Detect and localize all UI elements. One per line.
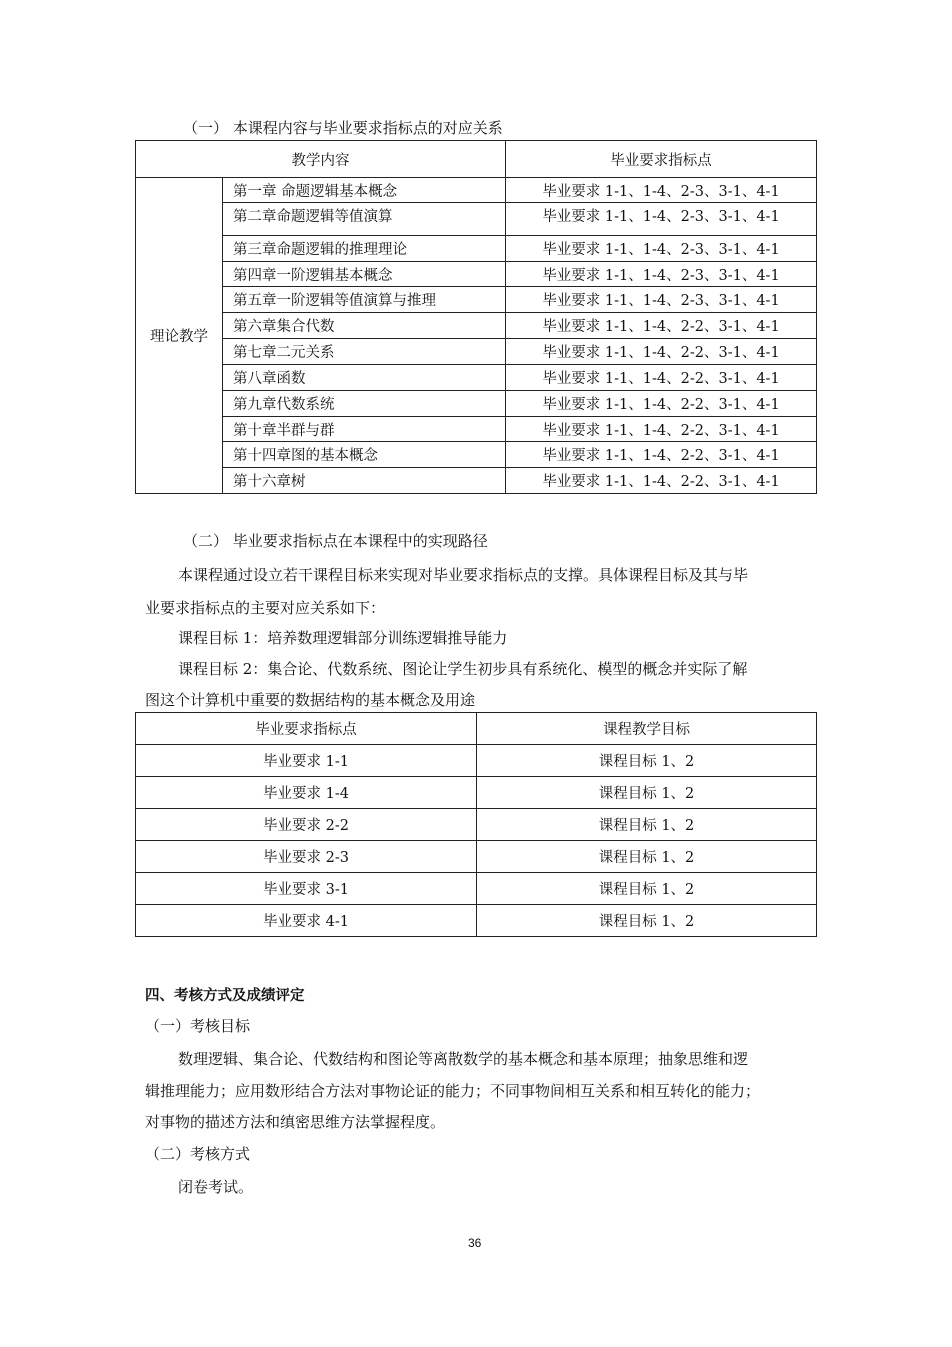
indicator-cell: 毕业要求 1-1、1-4、2-2、3-1、4-1 <box>506 339 817 365</box>
section4-heading: 四、考核方式及成绩评定 <box>145 988 305 1004</box>
indicator-cell: 毕业要求 3-1 <box>136 873 477 905</box>
table-header-row <box>136 141 817 178</box>
indicator-cell: 毕业要求 1-1、1-4、2-3、3-1、4-1 <box>506 287 817 313</box>
goal-cell: 课程目标 1、2 <box>477 905 817 937</box>
header-indicator: 毕业要求指标点 <box>136 713 477 745</box>
assessment-method-heading: （二）考核方式 <box>145 1145 251 1163</box>
indicator-goal-table <box>135 712 817 937</box>
table-row <box>136 777 817 809</box>
chapter-cell: 第八章函数 <box>223 365 506 391</box>
goal-cell: 课程目标 1、2 <box>477 777 817 809</box>
indicator-cell: 毕业要求 1-1、1-4、2-3、3-1、4-1 <box>506 203 817 236</box>
section2-paragraph-line1: 本课程通过设立若干课程目标来实现对毕业要求指标点的支撑。具体课程目标及其与毕 <box>178 566 749 584</box>
section2-heading: （二） 毕业要求指标点在本课程中的实现路径 <box>183 532 488 550</box>
header-teaching-goal: 课程教学目标 <box>477 713 817 745</box>
table-row <box>136 841 817 873</box>
course-goal-2-line1: 课程目标 2：集合论、代数系统、图论让学生初步具有系统化、模型的概念并实际了解 <box>178 660 748 678</box>
table-row <box>136 442 817 468</box>
table-row <box>136 236 817 262</box>
table-row <box>136 391 817 417</box>
page-number: 36 <box>468 1236 482 1250</box>
section2-paragraph-line2: 业要求指标点的主要对应关系如下： <box>145 599 386 617</box>
table-row <box>136 262 817 287</box>
goal-cell: 课程目标 1、2 <box>477 841 817 873</box>
curriculum-indicator-table <box>135 140 817 494</box>
indicator-cell: 毕业要求 2-2 <box>136 809 477 841</box>
table-row <box>136 745 817 777</box>
table-header-row <box>136 713 817 745</box>
indicator-cell: 毕业要求 1-1、1-4、2-2、3-1、4-1 <box>506 391 817 417</box>
chapter-cell: 第四章一阶逻辑基本概念 <box>223 262 506 287</box>
goal-cell: 课程目标 1、2 <box>477 809 817 841</box>
indicator-cell: 毕业要求 1-1、1-4、2-2、3-1、4-1 <box>506 365 817 391</box>
table-row <box>136 468 817 494</box>
table-row <box>136 873 817 905</box>
indicator-cell: 毕业要求 4-1 <box>136 905 477 937</box>
indicator-cell: 毕业要求 1-4 <box>136 777 477 809</box>
chapter-cell: 第六章集合代数 <box>223 313 506 339</box>
assessment-goal-line3: 对事物的描述方法和缜密思维方法掌握程度。 <box>145 1113 446 1131</box>
chapter-cell: 第十六章树 <box>223 468 506 494</box>
table-row <box>136 417 817 442</box>
header-indicator: 毕业要求指标点 <box>506 141 817 178</box>
indicator-cell: 毕业要求 1-1、1-4、2-3、3-1、4-1 <box>506 236 817 262</box>
table-row <box>136 313 817 339</box>
chapter-cell: 第五章一阶逻辑等值演算与推理 <box>223 287 506 313</box>
chapter-cell: 第七章二元关系 <box>223 339 506 365</box>
indicator-cell: 毕业要求 2-3 <box>136 841 477 873</box>
indicator-cell: 毕业要求 1-1、1-4、2-2、3-1、4-1 <box>506 468 817 494</box>
course-goal-2-line2: 图这个计算机中重要的数据结构的基本概念及用途 <box>145 691 476 709</box>
table-row <box>136 905 817 937</box>
table-row <box>136 287 817 313</box>
table-row <box>136 339 817 365</box>
chapter-cell: 第九章代数系统 <box>223 391 506 417</box>
assessment-method-text: 闭卷考试。 <box>178 1178 254 1196</box>
section1-heading: （一） 本课程内容与毕业要求指标点的对应关系 <box>183 119 503 137</box>
table-row <box>136 203 817 236</box>
table-row <box>136 809 817 841</box>
table-row <box>136 365 817 391</box>
goal-cell: 课程目标 1、2 <box>477 873 817 905</box>
header-teaching-content: 教学内容 <box>136 141 506 178</box>
indicator-cell: 毕业要求 1-1、1-4、2-3、3-1、4-1 <box>506 262 817 287</box>
indicator-cell: 毕业要求 1-1 <box>136 745 477 777</box>
assessment-goal-heading: （一）考核目标 <box>145 1017 251 1035</box>
chapter-cell: 第三章命题逻辑的推理理论 <box>223 236 506 262</box>
goal-cell: 课程目标 1、2 <box>477 745 817 777</box>
indicator-cell: 毕业要求 1-1、1-4、2-2、3-1、4-1 <box>506 417 817 442</box>
indicator-cell: 毕业要求 1-1、1-4、2-3、3-1、4-1 <box>506 178 817 203</box>
indicator-cell: 毕业要求 1-1、1-4、2-2、3-1、4-1 <box>506 442 817 468</box>
indicator-cell: 毕业要求 1-1、1-4、2-2、3-1、4-1 <box>506 313 817 339</box>
chapter-cell: 第十章半群与群 <box>223 417 506 442</box>
table-row <box>136 178 817 203</box>
course-goal-1: 课程目标 1：培养数理逻辑部分训练逻辑推导能力 <box>178 629 508 647</box>
chapter-cell: 第一章 命题逻辑基本概念 <box>223 178 506 203</box>
chapter-cell: 第十四章图的基本概念 <box>223 442 506 468</box>
group-label-theory: 理论教学 <box>136 178 223 494</box>
chapter-cell: 第二章命题逻辑等值演算 <box>223 203 506 236</box>
assessment-goal-line1: 数理逻辑、集合论、代数结构和图论等离散数学的基本概念和基本原理；抽象思维和逻 <box>178 1050 749 1068</box>
assessment-goal-line2: 辑推理能力；应用数形结合方法对事物论证的能力；不同事物间相互关系和相互转化的能力； <box>145 1082 761 1100</box>
